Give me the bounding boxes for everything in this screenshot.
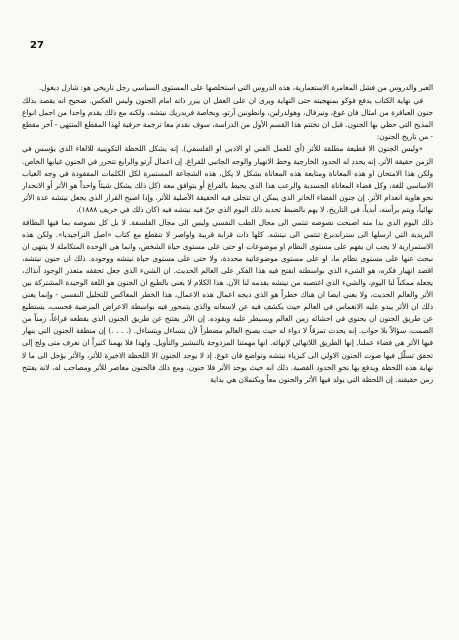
paragraph-3-quote: «وليس الجنون الا قطيعة مطلقة للأثر (أي للعمل الفني او الادبي او الفلسفي). إنه يشكل اللحظة التكوينية للالغاء الذي يؤسس في الزمن حقيقة الأثر. إنه يحدد له الحدود الخارجية وخط الانهيار والوجه الجانبي للفراغ. إن اعمال آرتو والرابع تتحرر في الجنون غيابها الخاص. ولكن هذا الامتحان او هذه المعاناة ومتابعة هذه المعاناة بشكل لا يكل، هذه الشجاعة المستمرة لكل الكلمات المفقودة في وجه الغياب الاساسي للغة، وكل فضاء المعاناة الجسدية والرعب هذا الذي يحيط بالفراغ أو يتوافق معه (كل ذلك يشكل شيئاً واحداً هو الأثر أو الانحدار نحو هاوية انعدام الأثر. إن جنون الفضاء الخاتر الذي يمكن ان تتجلى فيه الحقيقة الأصلية للأثر. وإذا اصبح القرار الذي يجعل نيتشه عدة الأثر نهائياً، ويتم برأسه، أبدياً، في التاريخ. لا يهم بالضبط تحديد ذلك اليوم الذي جنّ فيه نيتشه فيه (كان ذلك في خريف ١٨٨٨)، (22, 144, 433, 214)
paragraph-2: في نهاية الكتاب يدفع فوكو بمنهجيته حتى النهاية ويرى ان على العقل ان يبرر ذاته امام الجنون وليس العكس. صحيح انه يقصد بذلك جنون العباقرة من امثال فان غوغ، ونيرفال، وهولدرلين، وانطونين آرتو، وبخاصة فريدريك نيتشه. ولكنه مع ذلك يقدم واحدا من اجمل انواع المديح التي حظي بها الجنون. قبل ان نختتم هذا القسم الأول من الدراسة، سوف نقدم معا ترجمة حرفية لهذا المقطع المنتهي - آخر مقطع - من تاريخ الجنون: (22, 95, 433, 141)
page-number: 27 (30, 40, 44, 51)
paragraph-1: العبر والدروس من فشل المغامرة الاستعمارية، هذه الدروس التي استخلصها على المستوى السياسي رجل تاريخي هو: شارل ديغول. (38, 83, 433, 92)
paragraph-4: ذلك اليوم الذي بدا منه اصبحت نصوصه تنتمي الى مجال الطب النفسي وليس الى مجال الفلسفة. لا بل كل نصوصه بما فيها البطاقة البريدية التي ارسلها الى ستراندبرغ تنتمي الى نيتشه. كلها ذات قرابة قريبة واواصر لا تنقطع مع كتاب «اصل التراجيديا». ولكن هذه الاستمرارية لا يجب ان يفهم على مستوى النظام او موضوعات او حتى على مستوى حياة الشخص، وانما هي الوحدة المتكاملة لا ينتهي ان نبحث عنها على مستوى نظام ما، او على مستوى موضوعاتية محددة، ولا حتى على مستوى حياة نيتشه ووجوده. ذلك ان جنون نيتشه، اقصد انهيار فكره، هو الشيء الذي بواسطته انفتح فيه هذا الفكر على العالم الحديث. ان الشيء الذي جعل تحققه متعذر الوجود آنذاك، يجعله ممكناً لنا اليوم، والشيء الذي اغتصبه من نيتشه يقدمه لنا الآن. هذا الكلام لا يعني بالطبع ان الجنون هو اللغة الوحيدة المشتركة بين الأثر والعالم الحديث، ولا يعني ايضا ان هناك خطراً هو الذي ذيجه اعمال هذه الاعمال، هذا الخطر المعاكس للتحليل النفسي - وإنما يعني ذلك ان الأثر يبدو عليه الانغماس في العالم حيث يكشف فيه عن لاسعاته والذي يتمحور فيه بواسطة الاعراض المرضية فحسب، يستطيع عن طريق الجنون ان يحتوي في احشائه زمن العالم ويسيطر عليه ويقوده. إن الأثر يفتتح عن طريق الجنون الذي يقطعه فراغاً، زمناً من الصمت، سؤالاً بلا جواب. إنه يحدث تمزقاً لا دواء له حيث يصبح العالم مضطراً لأن يتساءل ويتساءل. (. . . .) إن منطقة الجنون التي ينهار فيها الأثر هي فضاء عملنا. إنها الطريق اللانهائي لإنهائه. انها مهمتنا المزدوجة بالتبشير والتأويل. ولهذا فلا يهمنا كثيراً ان نعرف متى ولج إلى تحقق تسلّل فيها صوت الجنون الاولي الى كبرياء نيتشه وتواضع فان غوغ. إذ لا يوجد الجنون الا اللحظة الاخيرة للأثر، والأثر يؤجل الى ما لا نهاية هذه اللحظة ويدفع بها نحو الحدود القصية. ذلك انه حيث يوجد الأثر فلا جنون. ومع ذلك فالجنون معاصر للأثر ومصاحب له، لانه يفتتح زمن حقيقته. إن اللحظة التي يولد فيها الأثر والجنون معاً ويكتملان هي بداية (22, 217, 433, 384)
body-text (22, 82, 433, 634)
